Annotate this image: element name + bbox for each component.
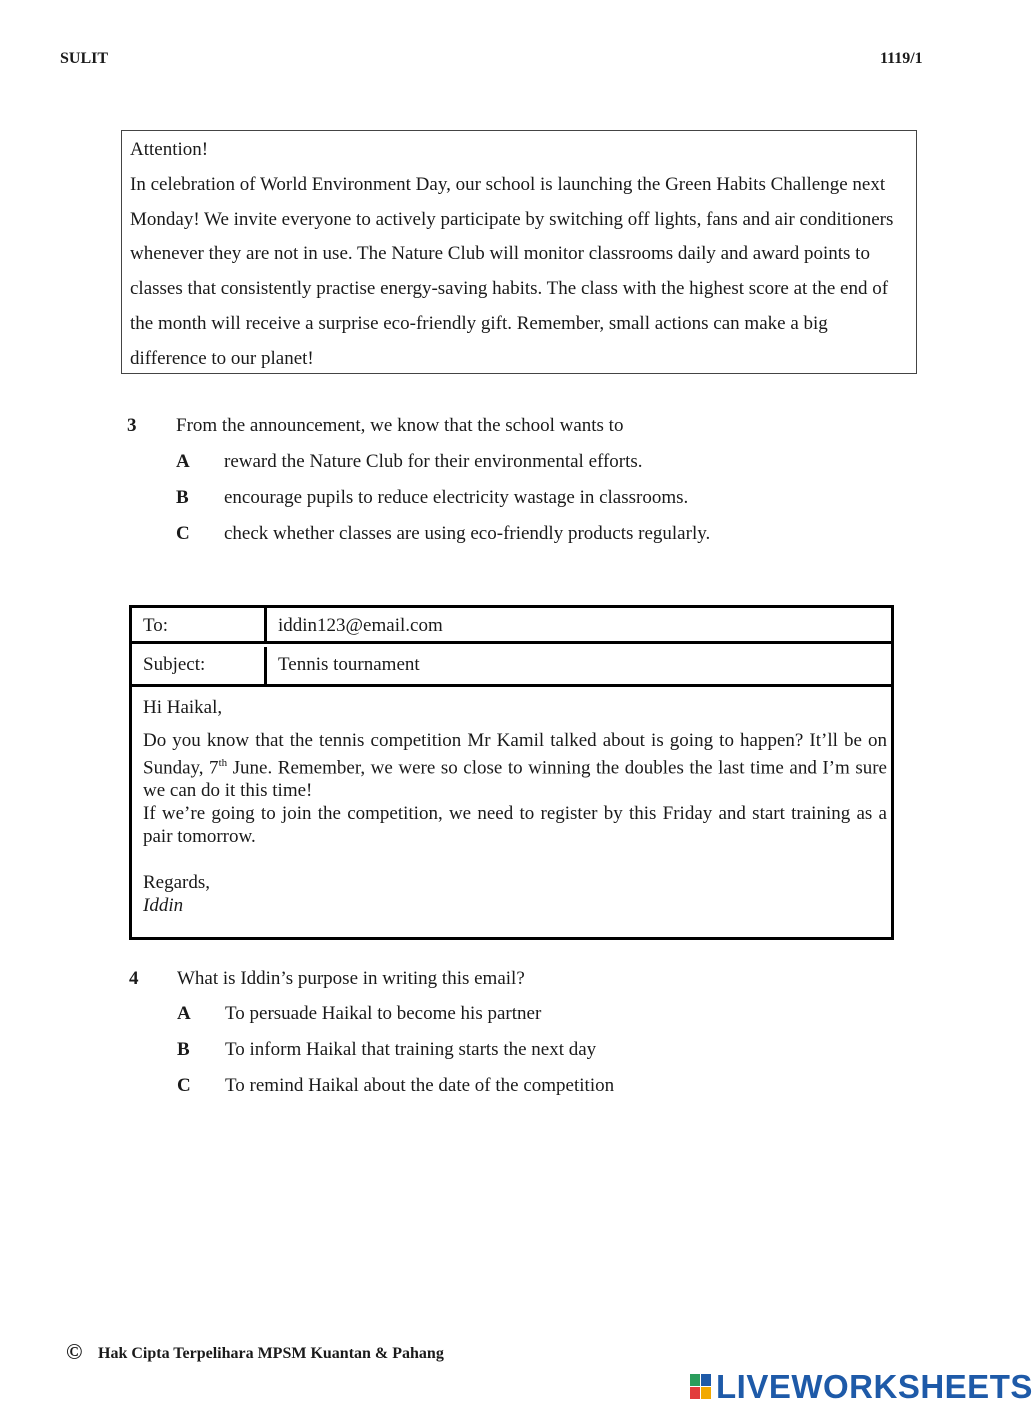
option-text[interactable]: To persuade Haikal to become his partner bbox=[225, 1003, 542, 1024]
email-to-value: iddin123@email.com bbox=[278, 615, 443, 636]
option-text[interactable]: To remind Haikal about the date of the competition bbox=[225, 1075, 615, 1096]
liveworksheets-wordmark: LIVEWORKSHEETS bbox=[716, 1368, 1033, 1405]
header-right-code: 1119/1 bbox=[880, 50, 923, 67]
email-subject-label: Subject: bbox=[132, 647, 267, 684]
email-date-suffix: th bbox=[218, 757, 228, 769]
email-greeting: Hi Haikal, bbox=[143, 697, 223, 718]
email-paragraph-2: If we’re going to join the competition, we need to register by this Friday and start training as a pair tomorrow. bbox=[143, 803, 887, 848]
email-subject-value: Tennis tournament bbox=[278, 654, 420, 675]
option-text[interactable]: encourage pupils to reduce electricity wastage in classrooms. bbox=[224, 487, 689, 508]
option-letter: B bbox=[177, 1039, 190, 1060]
announcement-title: Attention! bbox=[130, 139, 209, 160]
copyright-text: Hak Cipta Terpelihara MPSM Kuantan & Pahang bbox=[98, 1345, 444, 1362]
question-4-text: What is Iddin’s purpose in writing this email? bbox=[177, 968, 525, 989]
option-letter: C bbox=[176, 523, 190, 544]
question-3-number: 3 bbox=[127, 415, 137, 436]
question-4-option-c[interactable] bbox=[177, 1075, 191, 1097]
question-3-option-b[interactable] bbox=[176, 487, 189, 509]
question-3-text: From the announcement, we know that the school wants to bbox=[176, 415, 624, 436]
email-paragraph-1-end: June. Remember, we were so close to winning the doubles the last time and I’m sure we can do it this time! bbox=[143, 757, 887, 802]
option-letter: A bbox=[176, 451, 190, 472]
option-letter: C bbox=[177, 1075, 191, 1096]
email-to-row bbox=[132, 608, 891, 644]
liveworksheets-blocks-icon bbox=[690, 1374, 712, 1400]
question-4-option-b[interactable] bbox=[177, 1039, 190, 1061]
email-signature: Iddin bbox=[143, 895, 184, 917]
option-text[interactable]: To inform Haikal that training starts the next day bbox=[225, 1039, 597, 1060]
header-left-label: SULIT bbox=[60, 50, 109, 67]
copyright-icon: © bbox=[66, 1339, 83, 1364]
email-body bbox=[143, 696, 887, 917]
option-letter: B bbox=[176, 487, 189, 508]
question-3-option-c[interactable] bbox=[176, 523, 190, 545]
option-letter: A bbox=[177, 1003, 191, 1024]
option-text[interactable]: reward the Nature Club for their environmental efforts. bbox=[224, 451, 643, 472]
question-3-option-a[interactable] bbox=[176, 451, 190, 473]
announcement-box bbox=[121, 130, 917, 374]
email-box bbox=[129, 605, 894, 940]
email-subject-row bbox=[132, 647, 891, 687]
option-text[interactable]: check whether classes are using eco-friendly products regularly. bbox=[224, 523, 711, 544]
question-4-number: 4 bbox=[129, 968, 139, 989]
email-to-label: To: bbox=[132, 608, 267, 641]
announcement-body: In celebration of World Environment Day, our school is launching the Green Habits Challenge next Monday! We invite everyone to actively participate by switching off lights, fans and air conditioners whenever they are not in use. The Nature Club will monitor classrooms daily and award points to classes that consistently practise energy-saving habits. The class with the highest score at the end of the month will receive a surprise eco-friendly gift. Remember, small actions can make a big difference to our planet! bbox=[130, 173, 894, 369]
email-paragraph-1-start: Do you know that the tennis competition Mr Kamil talked about is going to happen? It’ll be on Sunday, 7 bbox=[143, 730, 887, 779]
email-signoff: Regards, bbox=[143, 872, 211, 894]
question-4-option-a[interactable] bbox=[177, 1003, 191, 1025]
email-paragraph-1 bbox=[143, 729, 887, 802]
